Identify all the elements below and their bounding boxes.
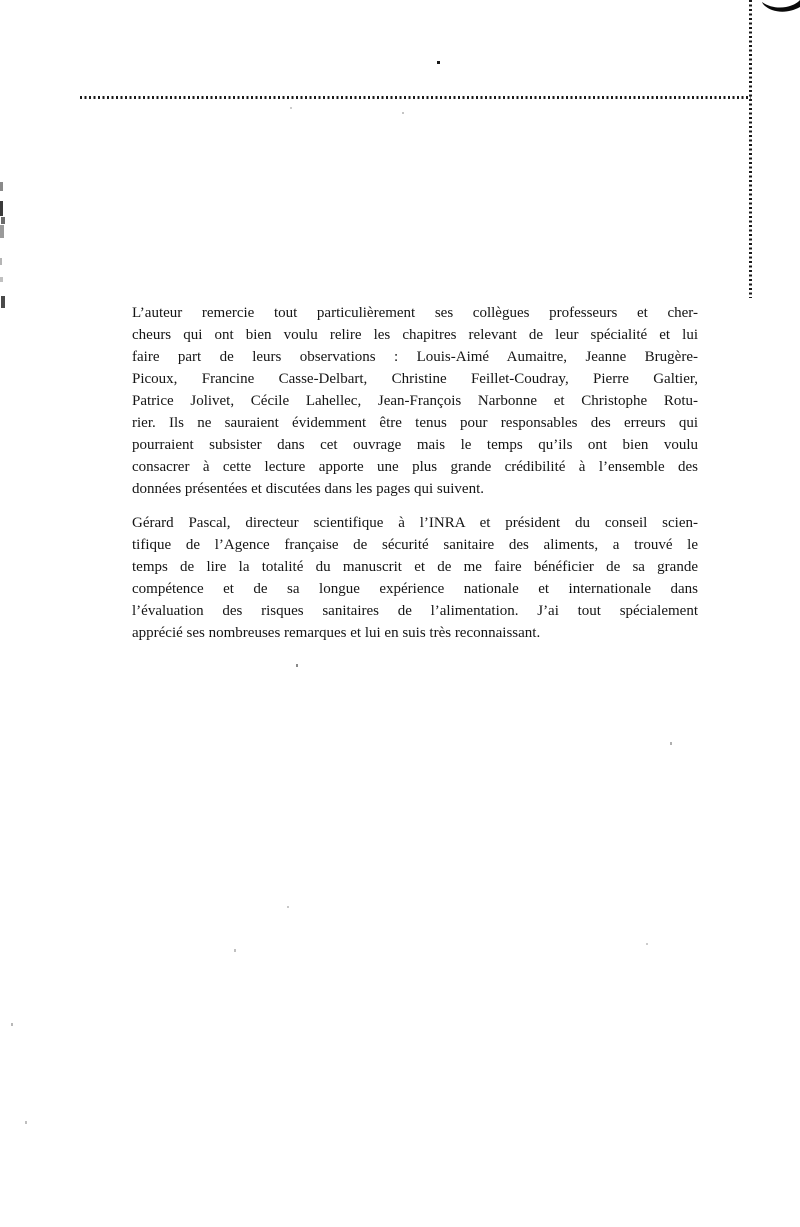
ink-dot bbox=[437, 61, 440, 64]
scan-speck bbox=[296, 664, 298, 667]
scan-edge-artifact bbox=[0, 182, 3, 191]
text-line: Gérard Pascal, directeur scientifique à l’INRA et président du conseil scien- bbox=[132, 515, 698, 531]
scan-edge-artifact bbox=[0, 201, 3, 216]
text-line: L’auteur remercie tout particulièrement ses collègues professeurs et cher- bbox=[132, 305, 698, 321]
text-line: l’évaluation des risques sanitaires de l’alimentation. J’ai tout spécialement bbox=[132, 603, 698, 619]
text-line: compétence et de sa longue expérience nationale et internationale dans bbox=[132, 581, 698, 597]
scan-speck bbox=[290, 107, 292, 109]
text-line: Patrice Jolivet, Cécile Lahellec, Jean-François Narbonne et Christophe Rotu- bbox=[132, 393, 698, 409]
vertical-dotted-rule bbox=[749, 0, 752, 298]
text-line: faire part de leurs observations : Louis-Aimé Aumaitre, Jeanne Brugère- bbox=[132, 349, 698, 365]
scan-edge-artifact bbox=[1, 296, 5, 308]
text-line: cheurs qui ont bien voulu relire les chapitres relevant de leur spécialité et lui bbox=[132, 327, 698, 343]
corner-ink-mark bbox=[762, 0, 800, 16]
scan-speck bbox=[287, 906, 289, 908]
horizontal-dotted-rule bbox=[80, 96, 751, 99]
text-line: données présentées et discutées dans les pages qui suivent. bbox=[132, 481, 484, 497]
scan-edge-artifact bbox=[1, 217, 5, 224]
scan-edge-artifact bbox=[0, 258, 2, 265]
paragraph-colleagues-thanks bbox=[132, 302, 698, 500]
text-line: pourraient subsister dans cet ouvrage mais le temps qu’ils ont bien voulu bbox=[132, 437, 698, 453]
scan-speck bbox=[670, 742, 672, 745]
scan-edge-artifact bbox=[0, 277, 3, 282]
text-line: apprécié ses nombreuses remarques et lui en suis très reconnaissant. bbox=[132, 625, 541, 641]
text-line: temps de lire la totalité du manuscrit et de me faire bénéficier de sa grande bbox=[132, 559, 698, 575]
acknowledgments-text-block bbox=[132, 302, 698, 656]
scan-speck bbox=[234, 949, 236, 952]
scan-speck bbox=[646, 943, 648, 945]
scan-speck bbox=[402, 112, 404, 114]
text-line: Picoux, Francine Casse-Delbart, Christine Feillet-Coudray, Pierre Galtier, bbox=[132, 371, 698, 387]
text-line: rier. Ils ne sauraient évidemment être tenus pour responsables des erreurs qui bbox=[132, 415, 698, 431]
text-line: consacrer à cette lecture apporte une plus grande crédibilité à l’ensemble des bbox=[132, 459, 698, 475]
text-line: tifique de l’Agence française de sécurité sanitaire des aliments, a trouvé le bbox=[132, 537, 698, 553]
scan-speck bbox=[11, 1023, 13, 1026]
scan-speck bbox=[25, 1121, 27, 1124]
scan-edge-artifact bbox=[0, 225, 4, 238]
paragraph-gerard-pascal-thanks bbox=[132, 512, 698, 644]
